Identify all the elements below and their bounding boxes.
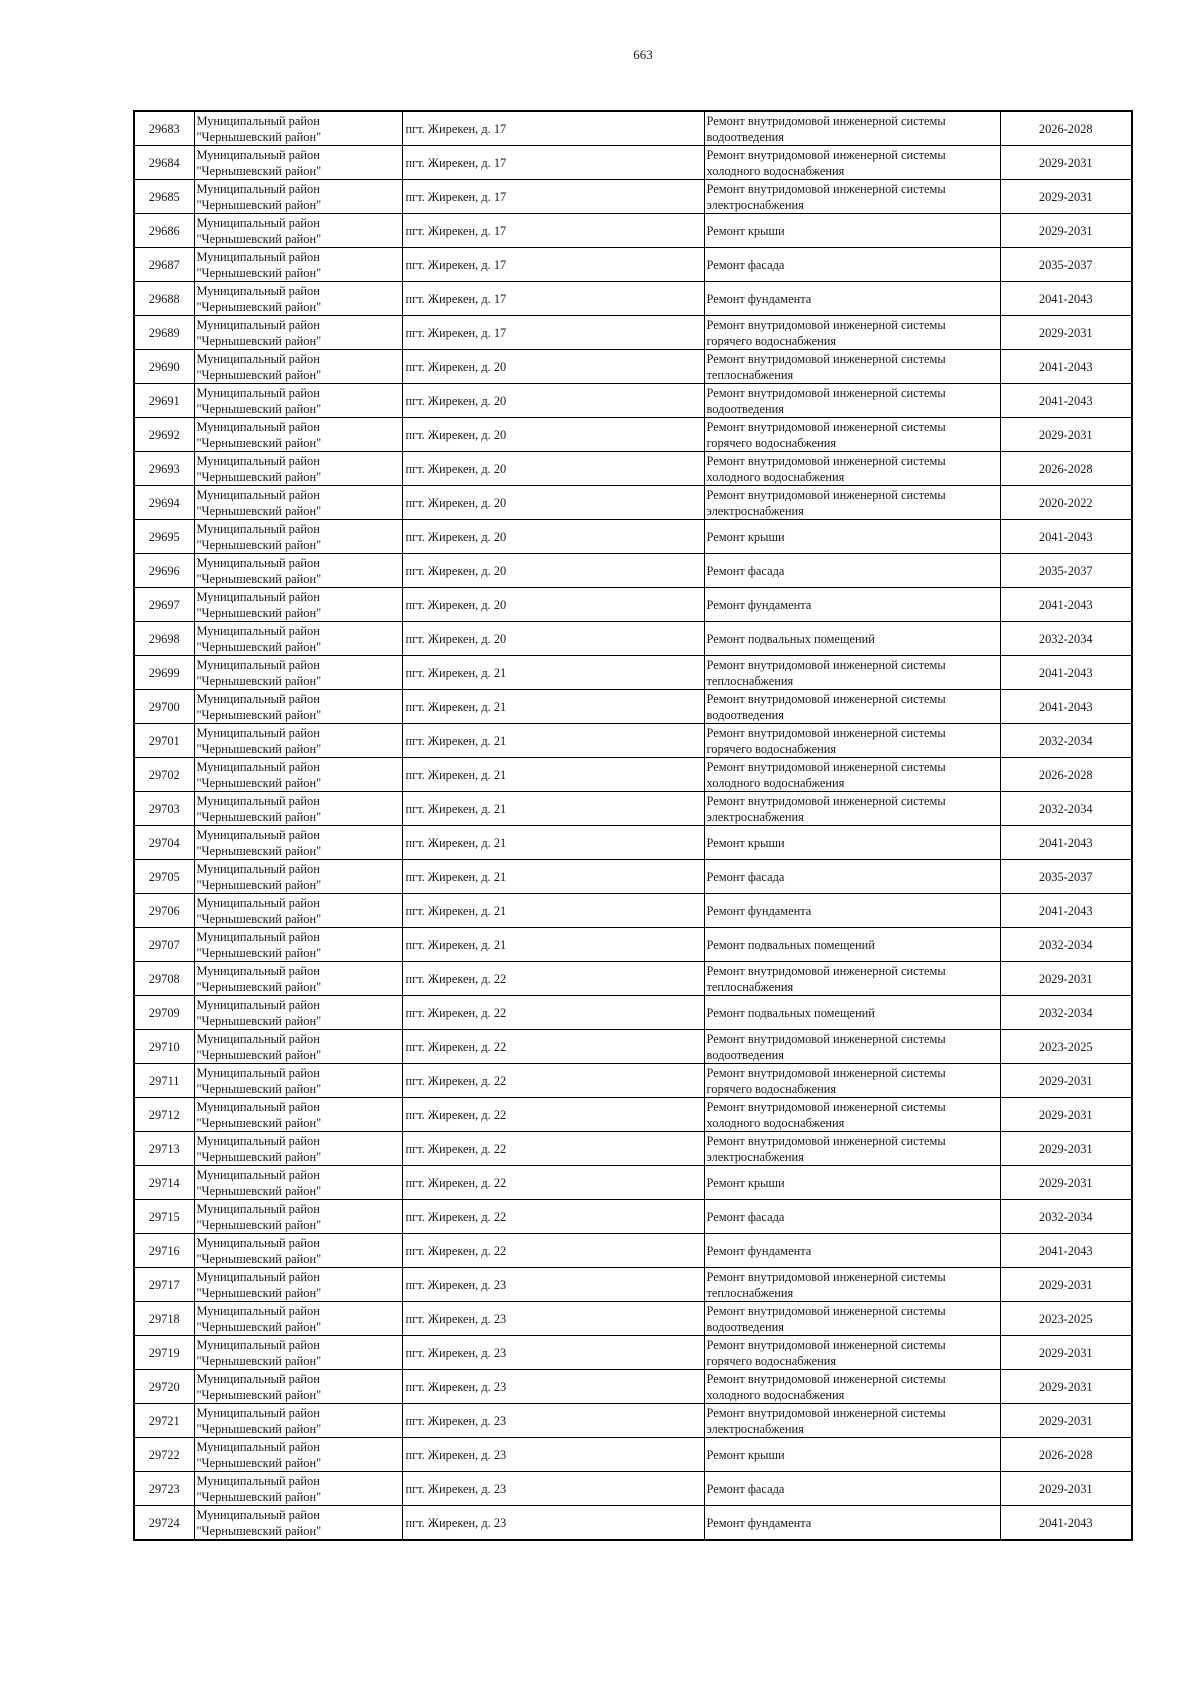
row-number-cell: 29703 [134, 792, 194, 826]
address-cell: пгт. Жирекен, д. 17 [402, 248, 704, 282]
table-row [134, 1404, 1132, 1438]
row-number-cell: 29701 [134, 724, 194, 758]
address-cell: пгт. Жирекен, д. 22 [402, 962, 704, 996]
work-type-cell: Ремонт внутридомовой инженерной системы горячего водоснабжения [704, 724, 1000, 758]
row-number-cell: 29711 [134, 1064, 194, 1098]
municipality-cell: Муниципальный район "Чернышевский район" [194, 588, 402, 622]
row-number-cell: 29709 [134, 996, 194, 1030]
work-type-cell: Ремонт внутридомовой инженерной системы горячего водоснабжения [704, 316, 1000, 350]
period-cell: 2029-2031 [1000, 1404, 1132, 1438]
table-row [134, 826, 1132, 860]
municipality-cell: Муниципальный район "Чернышевский район" [194, 520, 402, 554]
table-row [134, 758, 1132, 792]
address-cell: пгт. Жирекен, д. 22 [402, 996, 704, 1030]
period-cell: 2026-2028 [1000, 758, 1132, 792]
period-cell: 2029-2031 [1000, 214, 1132, 248]
period-cell: 2041-2043 [1000, 520, 1132, 554]
address-cell: пгт. Жирекен, д. 20 [402, 384, 704, 418]
municipality-cell: Муниципальный район "Чернышевский район" [194, 248, 402, 282]
row-number-cell: 29714 [134, 1166, 194, 1200]
work-type-cell: Ремонт внутридомовой инженерной системы теплоснабжения [704, 1268, 1000, 1302]
period-cell: 2020-2022 [1000, 486, 1132, 520]
period-cell: 2029-2031 [1000, 962, 1132, 996]
period-cell: 2029-2031 [1000, 1472, 1132, 1506]
address-cell: пгт. Жирекен, д. 17 [402, 180, 704, 214]
work-type-cell: Ремонт крыши [704, 214, 1000, 248]
table-row [134, 656, 1132, 690]
municipality-cell: Муниципальный район "Чернышевский район" [194, 1506, 402, 1541]
municipality-cell: Муниципальный район "Чернышевский район" [194, 486, 402, 520]
table-row [134, 860, 1132, 894]
period-cell: 2029-2031 [1000, 418, 1132, 452]
table-row [134, 1064, 1132, 1098]
period-cell: 2029-2031 [1000, 1098, 1132, 1132]
row-number-cell: 29719 [134, 1336, 194, 1370]
row-number-cell: 29689 [134, 316, 194, 350]
table-body [134, 111, 1132, 1540]
row-number-cell: 29690 [134, 350, 194, 384]
row-number-cell: 29716 [134, 1234, 194, 1268]
address-cell: пгт. Жирекен, д. 23 [402, 1370, 704, 1404]
period-cell: 2035-2037 [1000, 248, 1132, 282]
table-row [134, 1472, 1132, 1506]
municipality-cell: Муниципальный район "Чернышевский район" [194, 928, 402, 962]
row-number-cell: 29717 [134, 1268, 194, 1302]
table-row [134, 1370, 1132, 1404]
period-cell: 2023-2025 [1000, 1030, 1132, 1064]
table-row [134, 690, 1132, 724]
row-number-cell: 29694 [134, 486, 194, 520]
table-row [134, 1234, 1132, 1268]
table-row [134, 418, 1132, 452]
table-row [134, 1200, 1132, 1234]
address-cell: пгт. Жирекен, д. 21 [402, 826, 704, 860]
table-row [134, 1336, 1132, 1370]
work-type-cell: Ремонт внутридомовой инженерной системы теплоснабжения [704, 962, 1000, 996]
work-type-cell: Ремонт фасада [704, 554, 1000, 588]
work-type-cell: Ремонт внутридомовой инженерной системы холодного водоснабжения [704, 758, 1000, 792]
work-type-cell: Ремонт крыши [704, 520, 1000, 554]
row-number-cell: 29687 [134, 248, 194, 282]
row-number-cell: 29693 [134, 452, 194, 486]
period-cell: 2026-2028 [1000, 111, 1132, 146]
address-cell: пгт. Жирекен, д. 17 [402, 282, 704, 316]
address-cell: пгт. Жирекен, д. 22 [402, 1064, 704, 1098]
table-row [134, 452, 1132, 486]
work-type-cell: Ремонт подвальных помещений [704, 928, 1000, 962]
work-type-cell: Ремонт крыши [704, 826, 1000, 860]
work-type-cell: Ремонт внутридомовой инженерной системы холодного водоснабжения [704, 146, 1000, 180]
municipality-cell: Муниципальный район "Чернышевский район" [194, 452, 402, 486]
table-row [134, 928, 1132, 962]
row-number-cell: 29723 [134, 1472, 194, 1506]
work-type-cell: Ремонт внутридомовой инженерной системы горячего водоснабжения [704, 418, 1000, 452]
period-cell: 2029-2031 [1000, 1064, 1132, 1098]
row-number-cell: 29698 [134, 622, 194, 656]
work-type-cell: Ремонт внутридомовой инженерной системы электроснабжения [704, 1404, 1000, 1438]
address-cell: пгт. Жирекен, д. 22 [402, 1234, 704, 1268]
municipality-cell: Муниципальный район "Чернышевский район" [194, 1234, 402, 1268]
row-number-cell: 29715 [134, 1200, 194, 1234]
row-number-cell: 29700 [134, 690, 194, 724]
row-number-cell: 29695 [134, 520, 194, 554]
work-type-cell: Ремонт внутридомовой инженерной системы электроснабжения [704, 792, 1000, 826]
table-row [134, 588, 1132, 622]
table-row [134, 1506, 1132, 1541]
table-row [134, 146, 1132, 180]
row-number-cell: 29718 [134, 1302, 194, 1336]
table-row [134, 622, 1132, 656]
row-number-cell: 29702 [134, 758, 194, 792]
work-type-cell: Ремонт внутридомовой инженерной системы горячего водоснабжения [704, 1336, 1000, 1370]
work-type-cell: Ремонт крыши [704, 1438, 1000, 1472]
address-cell: пгт. Жирекен, д. 23 [402, 1404, 704, 1438]
period-cell: 2041-2043 [1000, 894, 1132, 928]
address-cell: пгт. Жирекен, д. 20 [402, 486, 704, 520]
row-number-cell: 29688 [134, 282, 194, 316]
period-cell: 2041-2043 [1000, 690, 1132, 724]
address-cell: пгт. Жирекен, д. 20 [402, 418, 704, 452]
work-type-cell: Ремонт внутридомовой инженерной системы теплоснабжения [704, 656, 1000, 690]
row-number-cell: 29724 [134, 1506, 194, 1541]
address-cell: пгт. Жирекен, д. 17 [402, 316, 704, 350]
address-cell: пгт. Жирекен, д. 20 [402, 588, 704, 622]
municipality-cell: Муниципальный район "Чернышевский район" [194, 1200, 402, 1234]
table-row [134, 1166, 1132, 1200]
period-cell: 2029-2031 [1000, 1166, 1132, 1200]
work-type-cell: Ремонт подвальных помещений [704, 996, 1000, 1030]
address-cell: пгт. Жирекен, д. 22 [402, 1200, 704, 1234]
municipality-cell: Муниципальный район "Чернышевский район" [194, 894, 402, 928]
address-cell: пгт. Жирекен, д. 23 [402, 1472, 704, 1506]
table-row [134, 1438, 1132, 1472]
municipality-cell: Муниципальный район "Чернышевский район" [194, 996, 402, 1030]
municipality-cell: Муниципальный район "Чернышевский район" [194, 1064, 402, 1098]
row-number-cell: 29699 [134, 656, 194, 690]
address-cell: пгт. Жирекен, д. 21 [402, 928, 704, 962]
period-cell: 2032-2034 [1000, 622, 1132, 656]
address-cell: пгт. Жирекен, д. 21 [402, 792, 704, 826]
municipality-cell: Муниципальный район "Чернышевский район" [194, 111, 402, 146]
work-type-cell: Ремонт подвальных помещений [704, 622, 1000, 656]
table-row [134, 1030, 1132, 1064]
address-cell: пгт. Жирекен, д. 22 [402, 1098, 704, 1132]
municipality-cell: Муниципальный район "Чернышевский район" [194, 724, 402, 758]
row-number-cell: 29713 [134, 1132, 194, 1166]
table-row [134, 996, 1132, 1030]
period-cell: 2026-2028 [1000, 1438, 1132, 1472]
work-type-cell: Ремонт внутридомовой инженерной системы водоотведения [704, 111, 1000, 146]
row-number-cell: 29710 [134, 1030, 194, 1064]
municipality-cell: Муниципальный район "Чернышевский район" [194, 1404, 402, 1438]
municipality-cell: Муниципальный район "Чернышевский район" [194, 860, 402, 894]
municipality-cell: Муниципальный район "Чернышевский район" [194, 384, 402, 418]
municipality-cell: Муниципальный район "Чернышевский район" [194, 758, 402, 792]
period-cell: 2035-2037 [1000, 554, 1132, 588]
work-type-cell: Ремонт внутридомовой инженерной системы холодного водоснабжения [704, 452, 1000, 486]
row-number-cell: 29685 [134, 180, 194, 214]
municipality-cell: Муниципальный район "Чернышевский район" [194, 690, 402, 724]
table-row [134, 384, 1132, 418]
period-cell: 2029-2031 [1000, 1132, 1132, 1166]
period-cell: 2032-2034 [1000, 724, 1132, 758]
address-cell: пгт. Жирекен, д. 20 [402, 350, 704, 384]
address-cell: пгт. Жирекен, д. 17 [402, 214, 704, 248]
row-number-cell: 29707 [134, 928, 194, 962]
municipality-cell: Муниципальный район "Чернышевский район" [194, 1336, 402, 1370]
municipality-cell: Муниципальный район "Чернышевский район" [194, 1132, 402, 1166]
row-number-cell: 29708 [134, 962, 194, 996]
work-type-cell: Ремонт внутридомовой инженерной системы горячего водоснабжения [704, 1064, 1000, 1098]
table-row [134, 486, 1132, 520]
table-row [134, 350, 1132, 384]
address-cell: пгт. Жирекен, д. 21 [402, 860, 704, 894]
municipality-cell: Муниципальный район "Чернышевский район" [194, 622, 402, 656]
row-number-cell: 29720 [134, 1370, 194, 1404]
row-number-cell: 29683 [134, 111, 194, 146]
row-number-cell: 29705 [134, 860, 194, 894]
municipality-cell: Муниципальный район "Чернышевский район" [194, 180, 402, 214]
address-cell: пгт. Жирекен, д. 20 [402, 554, 704, 588]
address-cell: пгт. Жирекен, д. 23 [402, 1438, 704, 1472]
table-row [134, 282, 1132, 316]
address-cell: пгт. Жирекен, д. 22 [402, 1166, 704, 1200]
row-number-cell: 29691 [134, 384, 194, 418]
period-cell: 2029-2031 [1000, 146, 1132, 180]
row-number-cell: 29712 [134, 1098, 194, 1132]
period-cell: 2029-2031 [1000, 1268, 1132, 1302]
address-cell: пгт. Жирекен, д. 17 [402, 111, 704, 146]
table-row [134, 1098, 1132, 1132]
work-type-cell: Ремонт фундамента [704, 894, 1000, 928]
repair-schedule-table [133, 110, 1133, 1541]
period-cell: 2041-2043 [1000, 350, 1132, 384]
table-row [134, 248, 1132, 282]
work-type-cell: Ремонт фундамента [704, 1506, 1000, 1541]
row-number-cell: 29721 [134, 1404, 194, 1438]
address-cell: пгт. Жирекен, д. 17 [402, 146, 704, 180]
address-cell: пгт. Жирекен, д. 23 [402, 1268, 704, 1302]
address-cell: пгт. Жирекен, д. 22 [402, 1030, 704, 1064]
period-cell: 2029-2031 [1000, 316, 1132, 350]
table-row [134, 792, 1132, 826]
address-cell: пгт. Жирекен, д. 20 [402, 622, 704, 656]
work-type-cell: Ремонт крыши [704, 1166, 1000, 1200]
row-number-cell: 29686 [134, 214, 194, 248]
municipality-cell: Муниципальный район "Чернышевский район" [194, 146, 402, 180]
table-row [134, 894, 1132, 928]
period-cell: 2041-2043 [1000, 1506, 1132, 1541]
row-number-cell: 29722 [134, 1438, 194, 1472]
table-row [134, 1302, 1132, 1336]
work-type-cell: Ремонт внутридомовой инженерной системы водоотведения [704, 1030, 1000, 1064]
period-cell: 2029-2031 [1000, 1370, 1132, 1404]
work-type-cell: Ремонт фундамента [704, 588, 1000, 622]
period-cell: 2026-2028 [1000, 452, 1132, 486]
period-cell: 2035-2037 [1000, 860, 1132, 894]
municipality-cell: Муниципальный район "Чернышевский район" [194, 554, 402, 588]
address-cell: пгт. Жирекен, д. 23 [402, 1336, 704, 1370]
work-type-cell: Ремонт фасада [704, 860, 1000, 894]
period-cell: 2041-2043 [1000, 282, 1132, 316]
municipality-cell: Муниципальный район "Чернышевский район" [194, 1302, 402, 1336]
period-cell: 2023-2025 [1000, 1302, 1132, 1336]
period-cell: 2032-2034 [1000, 792, 1132, 826]
period-cell: 2041-2043 [1000, 1234, 1132, 1268]
address-cell: пгт. Жирекен, д. 21 [402, 656, 704, 690]
work-type-cell: Ремонт фундамента [704, 282, 1000, 316]
address-cell: пгт. Жирекен, д. 21 [402, 894, 704, 928]
work-type-cell: Ремонт внутридомовой инженерной системы электроснабжения [704, 486, 1000, 520]
period-cell: 2029-2031 [1000, 1336, 1132, 1370]
municipality-cell: Муниципальный район "Чернышевский район" [194, 282, 402, 316]
work-type-cell: Ремонт фасада [704, 1200, 1000, 1234]
address-cell: пгт. Жирекен, д. 20 [402, 452, 704, 486]
municipality-cell: Муниципальный район "Чернышевский район" [194, 1268, 402, 1302]
row-number-cell: 29706 [134, 894, 194, 928]
period-cell: 2041-2043 [1000, 656, 1132, 690]
work-type-cell: Ремонт внутридомовой инженерной системы водоотведения [704, 690, 1000, 724]
row-number-cell: 29697 [134, 588, 194, 622]
municipality-cell: Муниципальный район "Чернышевский район" [194, 1098, 402, 1132]
work-type-cell: Ремонт фасада [704, 1472, 1000, 1506]
municipality-cell: Муниципальный район "Чернышевский район" [194, 792, 402, 826]
work-type-cell: Ремонт фасада [704, 248, 1000, 282]
address-cell: пгт. Жирекен, д. 21 [402, 690, 704, 724]
address-cell: пгт. Жирекен, д. 22 [402, 1132, 704, 1166]
row-number-cell: 29684 [134, 146, 194, 180]
work-type-cell: Ремонт внутридомовой инженерной системы водоотведения [704, 1302, 1000, 1336]
municipality-cell: Муниципальный район "Чернышевский район" [194, 826, 402, 860]
address-cell: пгт. Жирекен, д. 23 [402, 1302, 704, 1336]
table-row [134, 554, 1132, 588]
table-row [134, 520, 1132, 554]
work-type-cell: Ремонт внутридомовой инженерной системы электроснабжения [704, 180, 1000, 214]
table-row [134, 214, 1132, 248]
work-type-cell: Ремонт внутридомовой инженерной системы холодного водоснабжения [704, 1370, 1000, 1404]
work-type-cell: Ремонт внутридомовой инженерной системы водоотведения [704, 384, 1000, 418]
work-type-cell: Ремонт внутридомовой инженерной системы холодного водоснабжения [704, 1098, 1000, 1132]
municipality-cell: Муниципальный район "Чернышевский район" [194, 350, 402, 384]
address-cell: пгт. Жирекен, д. 21 [402, 758, 704, 792]
table-row [134, 316, 1132, 350]
municipality-cell: Муниципальный район "Чернышевский район" [194, 418, 402, 452]
period-cell: 2041-2043 [1000, 384, 1132, 418]
row-number-cell: 29692 [134, 418, 194, 452]
period-cell: 2041-2043 [1000, 588, 1132, 622]
table-row [134, 1268, 1132, 1302]
municipality-cell: Муниципальный район "Чернышевский район" [194, 962, 402, 996]
work-type-cell: Ремонт внутридомовой инженерной системы электроснабжения [704, 1132, 1000, 1166]
page-number: 663 [633, 47, 653, 62]
municipality-cell: Муниципальный район "Чернышевский район" [194, 316, 402, 350]
municipality-cell: Муниципальный район "Чернышевский район" [194, 1370, 402, 1404]
address-cell: пгт. Жирекен, д. 23 [402, 1506, 704, 1541]
municipality-cell: Муниципальный район "Чернышевский район" [194, 1438, 402, 1472]
period-cell: 2032-2034 [1000, 1200, 1132, 1234]
table-row [134, 962, 1132, 996]
municipality-cell: Муниципальный район "Чернышевский район" [194, 214, 402, 248]
municipality-cell: Муниципальный район "Чернышевский район" [194, 1030, 402, 1064]
address-cell: пгт. Жирекен, д. 20 [402, 520, 704, 554]
table-row [134, 180, 1132, 214]
period-cell: 2032-2034 [1000, 928, 1132, 962]
table-row [134, 1132, 1132, 1166]
row-number-cell: 29704 [134, 826, 194, 860]
work-type-cell: Ремонт внутридомовой инженерной системы теплоснабжения [704, 350, 1000, 384]
work-type-cell: Ремонт фундамента [704, 1234, 1000, 1268]
period-cell: 2041-2043 [1000, 826, 1132, 860]
address-cell: пгт. Жирекен, д. 21 [402, 724, 704, 758]
period-cell: 2029-2031 [1000, 180, 1132, 214]
municipality-cell: Муниципальный район "Чернышевский район" [194, 1472, 402, 1506]
municipality-cell: Муниципальный район "Чернышевский район" [194, 1166, 402, 1200]
row-number-cell: 29696 [134, 554, 194, 588]
table-row [134, 724, 1132, 758]
municipality-cell: Муниципальный район "Чернышевский район" [194, 656, 402, 690]
period-cell: 2032-2034 [1000, 996, 1132, 1030]
table-row [134, 111, 1132, 146]
